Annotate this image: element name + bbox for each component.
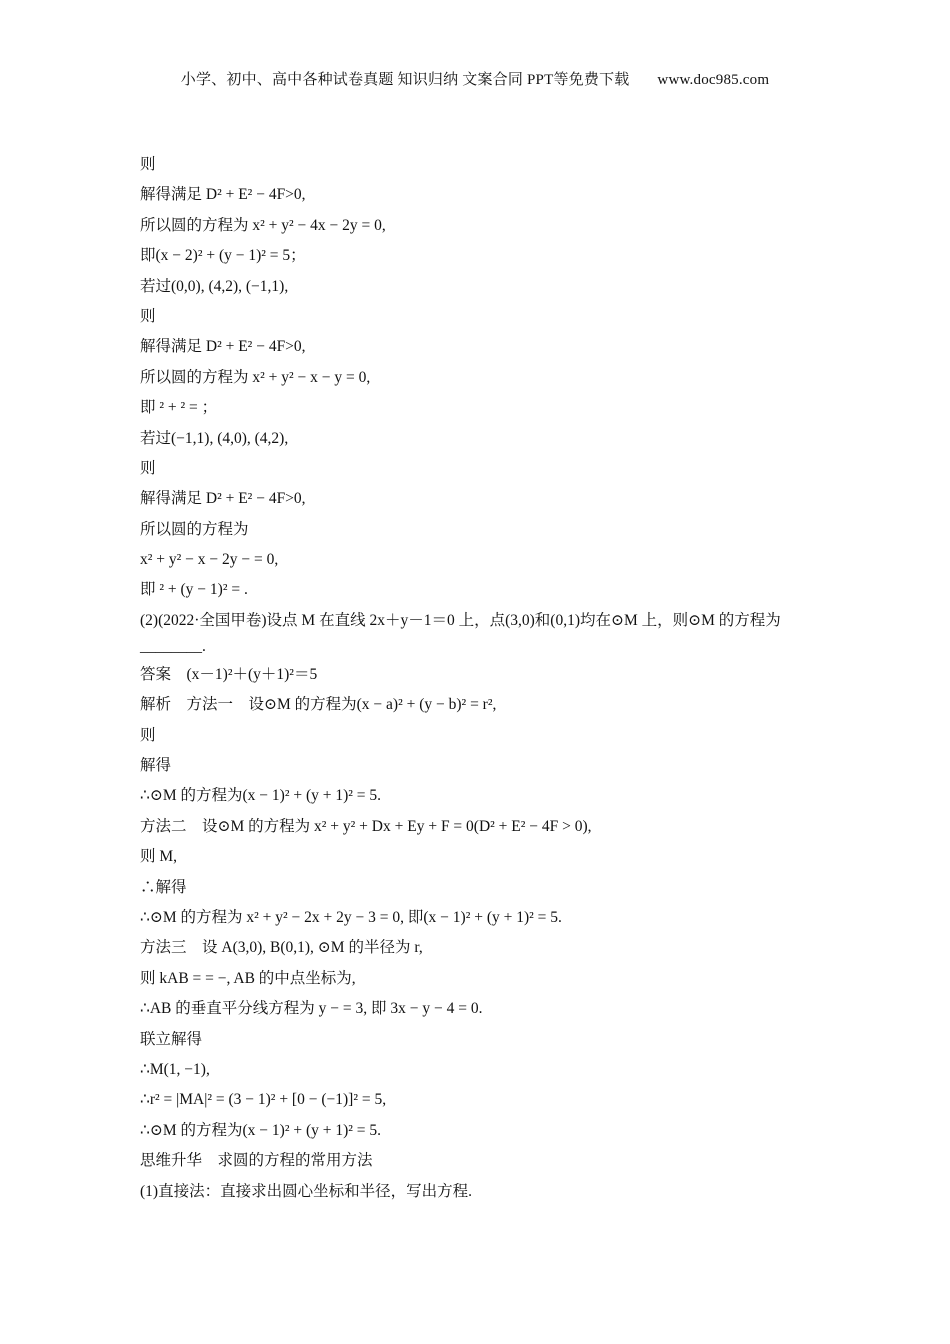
text-line: 则 M,	[140, 848, 178, 866]
header-text: 小学、初中、高中各种试卷真题 知识归纳 文案合同 PPT等免费下载	[180, 72, 630, 88]
page-header	[0, 68, 950, 89]
text-line: ∴r² = |MA|² = (3 − 1)² + [0 − (−1)]² = 5,	[140, 1091, 387, 1109]
text-line: 所以圆的方程为 x² + y² − x − y = 0,	[140, 368, 371, 386]
text-line: 所以圆的方程为	[140, 520, 249, 538]
text-line: 若过(0,0), (4,2), (−1,1),	[140, 277, 289, 295]
text-line: 即 ² + (y − 1)² = .	[140, 581, 248, 599]
text-line: ∴⊙M 的方程为(x − 1)² + (y + 1)² = 5.	[140, 787, 382, 805]
text-line: 则	[140, 156, 156, 173]
text-line: x² + y² − x − 2y − = 0,	[140, 551, 279, 569]
solution-heading: 解析 方法一 设⊙M 的方程为(x − a)² + (y − b)² = r²,	[140, 696, 497, 714]
method-two-line: 方法二 设⊙M 的方程为 x² + y² + Dx + Ey + F = 0(D² + E² − 4F > 0),	[140, 817, 592, 835]
question-text: (2)(2022·全国甲卷)设点 M 在直线 2x＋y－1＝0 上，点(3,0)和(0,1)均在⊙M 上，则⊙M 的方程为________.	[140, 611, 781, 655]
text-line: 所以圆的方程为 x² + y² − 4x − 2y = 0,	[140, 216, 386, 234]
text-line: 即(x − 2)² + (y − 1)² = 5；	[140, 247, 306, 265]
answer-line: 答案 (x－1)²＋(y＋1)²＝5	[140, 665, 318, 683]
text-line: ∴解得	[140, 878, 187, 896]
text-line: 解得满足 D² + E² − 4F>0,	[140, 338, 306, 356]
text-line: 则	[140, 726, 156, 744]
text-line: (1)直接法：直接求出圆心坐标和半径，写出方程.	[140, 1182, 472, 1200]
text-line: 解得满足 D² + E² − 4F>0,	[140, 186, 306, 204]
text-line: ∴⊙M 的方程为(x − 1)² + (y + 1)² = 5.	[140, 1121, 382, 1139]
text-line: 解得满足 D² + E² − 4F>0,	[140, 490, 306, 508]
text-line: 则 kAB = = −, AB 的中点坐标为,	[140, 969, 356, 987]
summary-heading: 思维升华 求圆的方程的常用方法	[140, 1152, 373, 1170]
document-body	[140, 150, 820, 1207]
text-line: ∴M(1, −1),	[140, 1060, 210, 1078]
text-line: 若过(−1,1), (4,0), (4,2),	[140, 429, 289, 447]
method-three-line: 方法三 设 A(3,0), B(0,1), ⊙M 的半径为 r,	[140, 939, 423, 957]
text-line: 则	[140, 307, 156, 325]
text-line: 即 ² + ² = ；	[140, 399, 218, 417]
text-line: 则	[140, 459, 156, 477]
text-line: 解得	[140, 757, 172, 775]
text-line: 联立解得	[140, 1030, 203, 1048]
header-url: www.doc985.com	[657, 72, 770, 88]
text-line: ∴⊙M 的方程为 x² + y² − 2x + 2y − 3 = 0, 即(x − 1)² + (y + 1)² = 5.	[140, 908, 562, 926]
text-line: ∴AB 的垂直平分线方程为 y − = 3, 即 3x − y − 4 = 0.	[140, 1000, 483, 1018]
